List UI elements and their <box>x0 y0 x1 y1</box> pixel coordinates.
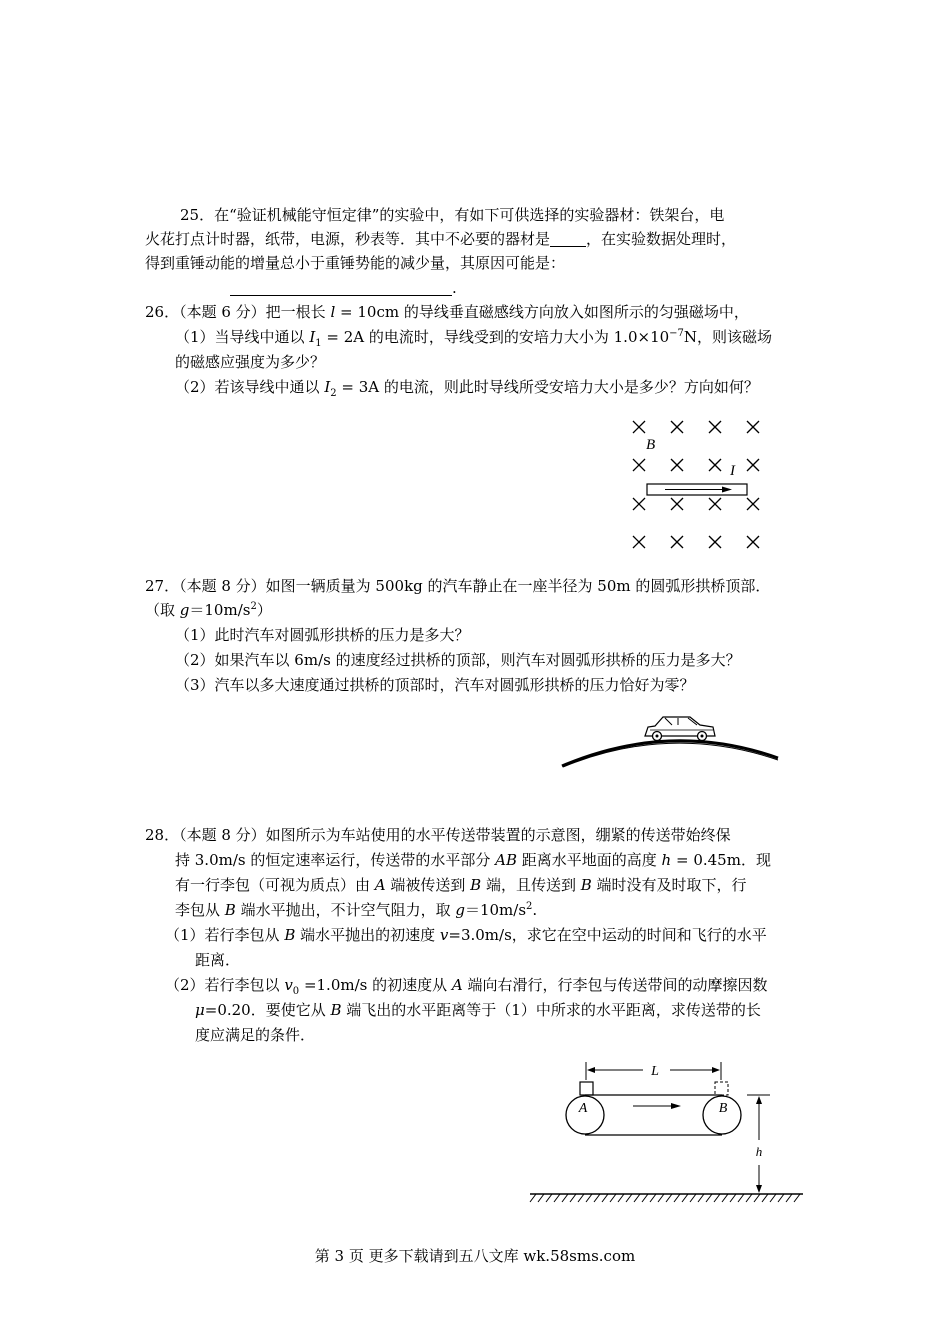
q27-part2: （2）如果汽车以 6m/s 的速度经过拱桥的顶部，则汽车对圆弧形拱桥的压力是多大？ <box>175 651 741 669</box>
dim-arrow-right <box>712 1067 720 1073</box>
bridge-arc <box>562 741 778 766</box>
q28-line3: 有一行李包（可视为质点）由 A 端被传送到 B 端，且传送到 B 端时没有及时取下，行 <box>175 876 747 894</box>
h-arrow-top <box>756 1096 762 1104</box>
ground-hatch <box>530 1194 800 1202</box>
q28-part2: （2）若行李包以 $v_0 =1.0m/s$ 的初速度从 A 端向右滑行，行李包与传送带间的动摩擦因数 <box>165 976 768 997</box>
q25-line3: 得到重锤动能的增量总小于重锤势能的减少量，其原因可能是： <box>145 254 566 272</box>
label-a: A <box>578 1101 588 1116</box>
answer-blank-1[interactable] <box>550 231 586 247</box>
q26-part2: （2）若该导线中通以 $I_2 = 3A$ 的电流，则此时导线所受安培力大小是多少？方向如何？ <box>175 378 759 399</box>
label-b: B <box>646 437 656 453</box>
luggage-box-dashed <box>715 1082 728 1095</box>
q25-line4: . <box>230 278 457 298</box>
label-h: h <box>755 1144 763 1159</box>
dim-arrow-left <box>587 1067 595 1073</box>
belt-direction-arrowhead <box>671 1103 681 1109</box>
q27-line1: 27．（本题 8 分）如图一辆质量为 500kg 的汽车静止在一座半径为 50m 的圆弧形拱桥顶部． <box>145 577 771 595</box>
q25-line2: 火花打点计时器，纸带，电源，秒表等．其中不必要的器材是 ，在实验数据处理时， <box>145 230 737 248</box>
q28-line1: 28．（本题 8 分）如图所示为车站使用的水平传送带装置的示意图，绷紧的传送带始终保 <box>145 826 731 844</box>
h-arrow-bottom <box>756 1185 762 1193</box>
q27-line2: （取 $g=10m/s^2$） <box>145 601 272 619</box>
label-i: I <box>730 463 735 479</box>
car-icon <box>645 717 715 741</box>
q26-part1: （1）当导线中通以 $I_1 = 2A$ 的电流时，导线受到的安培力大小为 $1.0\times 10^{-7}N$，则该磁场 <box>175 328 773 349</box>
q28-part2-line3: 度应满足的条件． <box>195 1026 316 1044</box>
q27-part3: （3）汽车以多大速度通过拱桥的顶部时，汽车对圆弧形拱桥的压力恰好为零？ <box>175 676 695 694</box>
q28-line4: 李包从 B 端水平抛出，不计空气阻力，取 $g=10m/s^2$. <box>175 901 538 919</box>
label-b-belt: B <box>718 1101 728 1116</box>
page-footer: 第 3 页 更多下载请到五八文库 wk.58sms.com <box>314 1247 636 1265</box>
q28-part1: （1）若行李包从 B 端水平抛出的初速度 v=3.0m/s，求它在空中运动的时间和飞行的水平 <box>165 926 767 944</box>
q26-part1-line2: 的磁感应强度为多少？ <box>175 353 326 371</box>
q26-line1: 26．（本题 6 分）把一根长 l = 10cm 的导线垂直磁感线方向放入如图所示的匀强磁场中， <box>145 303 749 321</box>
q28-line2: 持 3.0m/s 的恒定速率运行，传送带的水平部分 AB 距离水平地面的高度 h = 0.45m．现 <box>175 851 771 869</box>
magnetic-field-figure <box>620 412 780 562</box>
q25-line1: 25．在“验证机械能守恒定律”的实验中，有如下可供选择的实验器材：铁架台，电 <box>180 206 725 224</box>
q28-part1-line2: 距离． <box>195 951 241 969</box>
q27-part1: （1）此时汽车对圆弧形拱桥的压力是多大？ <box>175 626 470 644</box>
luggage-box <box>580 1082 593 1095</box>
answer-blank-2[interactable] <box>230 280 452 296</box>
q28-part2-line2: μ=0.20．要使它从 B 端飞出的水平距离等于（1）中所求的水平距离，求传送带的长 <box>195 1001 761 1019</box>
label-l: L <box>651 1064 659 1079</box>
conveyor-belt-figure <box>525 1060 805 1210</box>
arch-bridge-figure <box>560 708 780 770</box>
